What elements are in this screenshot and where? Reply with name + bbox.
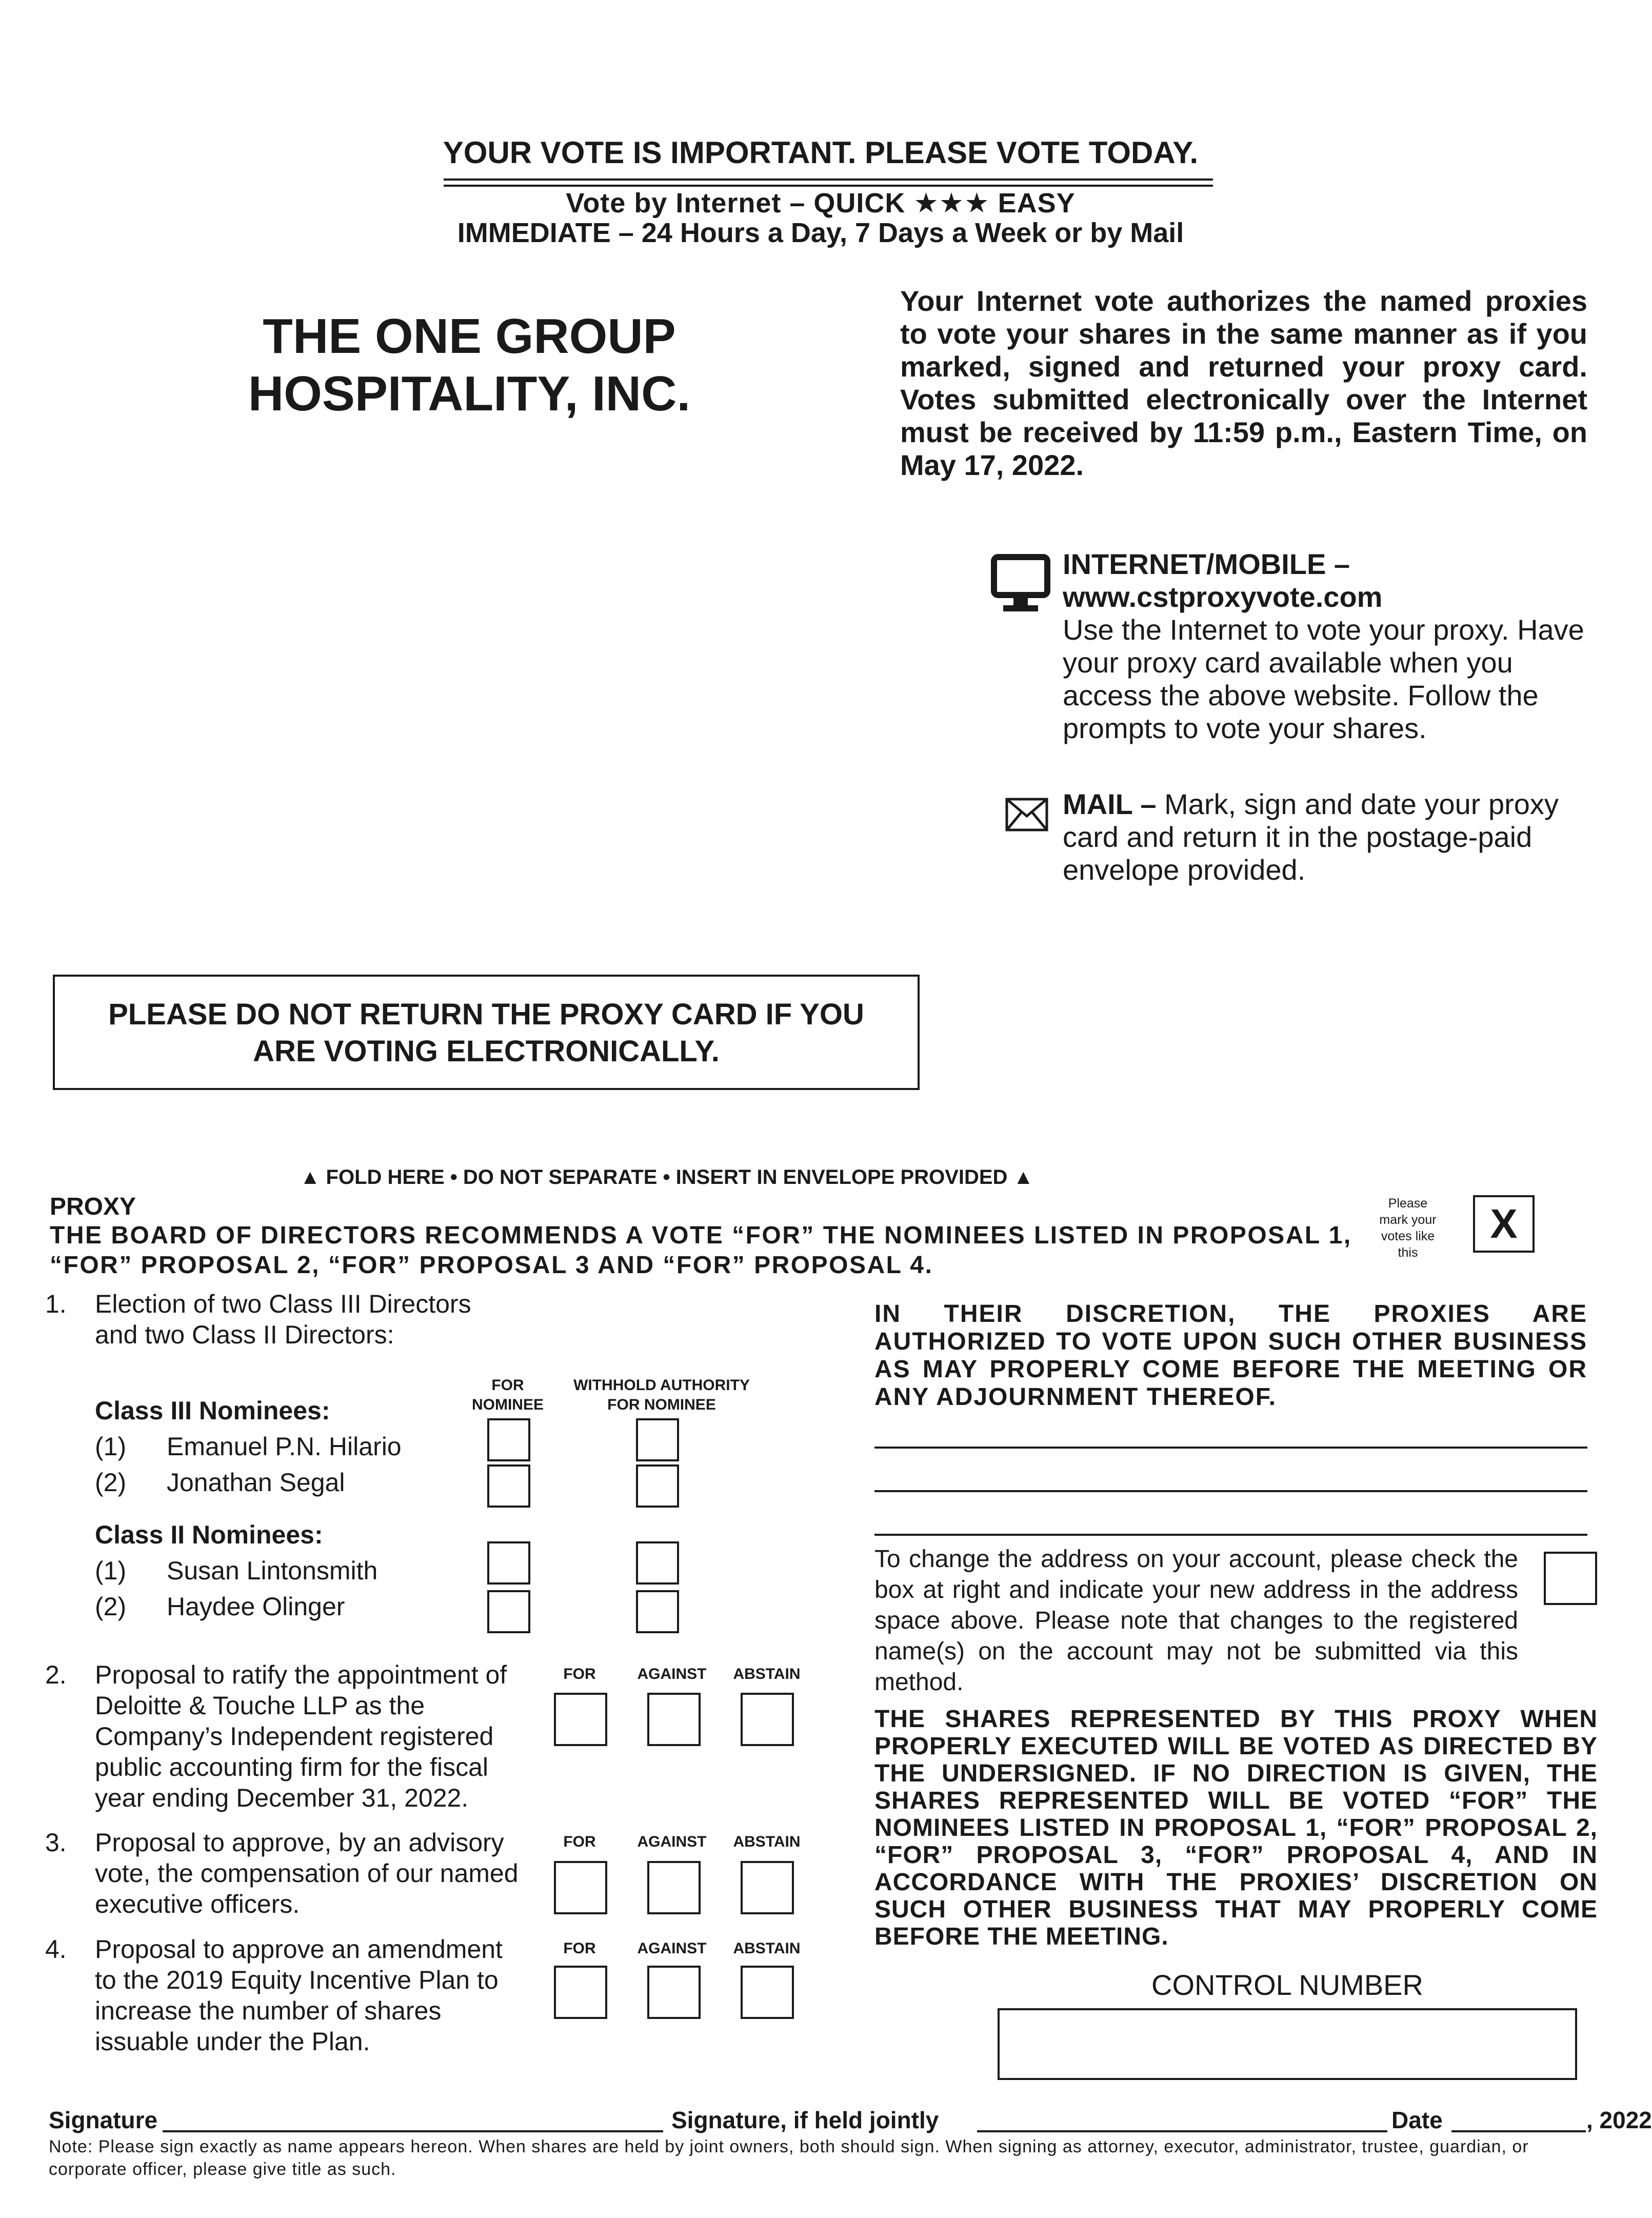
signature-line[interactable]: [163, 2130, 663, 2132]
class3-nominee-2-num: (2): [95, 1468, 127, 1497]
p2-col-abstain: ABSTAIN: [733, 1666, 801, 1682]
mark-example-box: [1473, 1195, 1535, 1253]
col-withhold: WITHHOLD AUTHORITY FOR NOMINEE: [573, 1377, 750, 1413]
mail-method: [1063, 788, 1606, 886]
address-line-2[interactable]: [874, 1490, 1587, 1492]
checkbox-hilario-for[interactable]: [487, 1418, 530, 1461]
board-recommendation: THE BOARD OF DIRECTORS RECOMMENDS A VOTE “FOR” THE NOMINEES LISTED IN PROPOSAL 1, “FOR” PROPOSAL 2, “FOR” PROPOSAL 3 AND “FOR” PROPOSAL 4.: [50, 1222, 1352, 1279]
checkbox-segal-withhold[interactable]: [636, 1464, 679, 1508]
internet-method-body: Use the Internet to vote your proxy. Have your proxy card available when you access the above website. Follow the prompts to vote your shares.: [1063, 613, 1584, 744]
p2-col-for: FOR: [563, 1666, 596, 1682]
joint-signature-line[interactable]: [977, 2130, 1387, 2132]
class2-nominee-1-num: (1): [95, 1556, 127, 1585]
class3-nominee-1-name: Emanuel P.N. Hilario: [167, 1432, 402, 1461]
mail-method-body: Mark, sign and date your proxy card and return it in the postage-paid envelope provided.: [1063, 788, 1559, 886]
proposal1-text: Election of two Class III Directors and two Class II Directors:: [95, 1290, 471, 1349]
p4-col-against: AGAINST: [637, 1940, 707, 1957]
header-line2: Vote by Internet – QUICK ★★★ EASY: [566, 188, 1076, 219]
proposal2-number: 2.: [45, 1660, 67, 1689]
checkbox-p2-for[interactable]: [554, 1693, 607, 1746]
class2-nominee-2-num: (2): [95, 1592, 127, 1621]
proposal4-text: Proposal to approve an amendment to the 2019 Equity Incentive Plan to increase the number of shares issuable under the Plan.: [95, 1935, 503, 2056]
proposal2-text: Proposal to ratify the appointment of Deloitte & Touche LLP as the Company’s Independent registered public accounting firm for the fiscal year ending December 31, 2022.: [95, 1660, 507, 1812]
mark-example: X: [1490, 1201, 1518, 1246]
internet-method-url[interactable]: www.cstproxyvote.com: [1063, 581, 1383, 613]
envelope-icon: [1005, 798, 1048, 831]
checkbox-lintonsmith-for[interactable]: [487, 1541, 530, 1585]
checkbox-p3-for[interactable]: [554, 1861, 607, 1914]
signature-label: Signature: [49, 2107, 158, 2133]
checkbox-address-change[interactable]: [1544, 1552, 1597, 1605]
header-rule-top: [444, 179, 1213, 181]
proposal3-text: Proposal to approve, by an advisory vote, the compensation of our named executive officers.: [95, 1828, 519, 1918]
p3-col-for: FOR: [563, 1833, 596, 1850]
shares-statement: THE SHARES REPRESENTED BY THIS PROXY WHEN PROPERLY EXECUTED WILL BE VOTED AS DIRECTED BY THE UNDERSIGNED. IF NO DIRECTION IS GIVEN, THE SHARES REPRESENTED WILL BE VOTED “FOR” THE NOMINEES LISTED IN PROPOSAL 1, “FOR” PROPOSAL 2, “FOR” PROPOSAL 3, “FOR” PROPOSAL 4, AND IN ACCORDANCE WITH THE PROXIES’ DISCRETION ON SUCH OTHER BUSINESS THAT MAY PROPERLY COME BEFORE THE MEETING.: [874, 1706, 1598, 1950]
fold-instruction: ▲ FOLD HERE • DO NOT SEPARATE • INSERT IN ENVELOPE PROVIDED ▲: [300, 1166, 1034, 1189]
company-name: [154, 308, 785, 423]
checkbox-p4-against[interactable]: [647, 1966, 701, 2019]
header-title: YOUR VOTE IS IMPORTANT. PLEASE VOTE TODAY.: [443, 135, 1199, 170]
checkbox-lintonsmith-withhold[interactable]: [636, 1541, 679, 1585]
checkbox-segal-for[interactable]: [487, 1464, 530, 1508]
date-label: Date: [1391, 2107, 1443, 2133]
p4-col-for: FOR: [563, 1940, 596, 1957]
class2-label: Class II Nominees:: [95, 1520, 323, 1549]
p4-col-abstain: ABSTAIN: [733, 1940, 801, 1957]
checkbox-hilario-withhold[interactable]: [636, 1418, 679, 1461]
checkbox-p2-against[interactable]: [647, 1693, 701, 1746]
company-name-line1: THE ONE GROUP: [263, 309, 676, 364]
class3-nominee-1-num: (1): [95, 1432, 127, 1461]
address-line-3[interactable]: [874, 1534, 1587, 1536]
p3-col-against: AGAINST: [637, 1833, 707, 1850]
electronic-vote-notice: PLEASE DO NOT RETURN THE PROXY CARD IF YOU ARE VOTING ELECTRONICALLY.: [53, 975, 920, 1090]
internet-authorization: Your Internet vote authorizes the named proxies to vote your shares in the same manner as if you marked, signed and returned your proxy card. Votes submitted electronically over the Internet must be received by 11:59 p.m., Eastern Time, on May 17, 2022.: [900, 285, 1587, 481]
monitor-icon: [990, 554, 1051, 616]
checkbox-olinger-for[interactable]: [487, 1590, 530, 1633]
mail-method-title: MAIL –: [1063, 788, 1157, 820]
date-year: , 2022: [1586, 2107, 1652, 2133]
class3-nominee-2-name: Jonathan Segal: [167, 1468, 345, 1497]
mark-hint: Please mark your votes like this: [1379, 1196, 1437, 1260]
control-number-box: [998, 2008, 1577, 2080]
proposal4-number: 4.: [45, 1935, 67, 1964]
proposal1-number: 1.: [45, 1290, 67, 1318]
address-line-1[interactable]: [874, 1447, 1587, 1449]
signature-row: [49, 2106, 1652, 2136]
header-line3: IMMEDIATE – 24 Hours a Day, 7 Days a Week or by Mail: [457, 217, 1184, 248]
checkbox-p2-abstain[interactable]: [741, 1693, 794, 1746]
proxy-label: PROXY: [50, 1193, 136, 1220]
address-change-instructions: To change the address on your account, please check the box at right and indicate your new address in the address space above. Please note that changes to the registered name(s) on the account may not be submitted via this method.: [874, 1546, 1518, 1696]
p2-col-against: AGAINST: [637, 1666, 707, 1682]
checkbox-olinger-withhold[interactable]: [636, 1590, 679, 1633]
p3-col-abstain: ABSTAIN: [733, 1833, 801, 1850]
proxy-discretion: IN THEIR DISCRETION, THE PROXIES ARE AUTHORIZED TO VOTE UPON SUCH OTHER BUSINESS AS MAY PROPERLY COME BEFORE THE MEETING OR ANY ADJOURNMENT THEREOF.: [874, 1300, 1587, 1411]
internet-method: [1063, 548, 1606, 745]
class2-nominee-1-name: Susan Lintonsmith: [167, 1556, 378, 1585]
checkbox-p4-abstain[interactable]: [741, 1966, 794, 2019]
class3-label: Class III Nominees:: [95, 1396, 330, 1425]
control-number-label: CONTROL NUMBER: [1151, 1969, 1423, 2001]
joint-signature-label: Signature, if held jointly: [671, 2107, 939, 2133]
checkbox-p3-abstain[interactable]: [741, 1861, 794, 1914]
checkbox-p4-for[interactable]: [554, 1966, 607, 2019]
col-for-nominee: FOR NOMINEE: [471, 1377, 544, 1413]
date-line[interactable]: [1451, 2130, 1586, 2132]
proposal3-number: 3.: [45, 1828, 67, 1857]
class2-nominee-2-name: Haydee Olinger: [167, 1592, 345, 1621]
checkbox-p3-against[interactable]: [647, 1861, 701, 1914]
company-name-line2: HOSPITALITY, INC.: [248, 366, 691, 421]
signature-note: Note: Please sign exactly as name appears hereon. When shares are held by joint owners, both should sign. When signing as attorney, executor, administrator, trustee, guardian, or corporate officer, please give title as such.: [49, 2137, 1529, 2179]
internet-method-title: INTERNET/MOBILE –: [1063, 548, 1350, 580]
